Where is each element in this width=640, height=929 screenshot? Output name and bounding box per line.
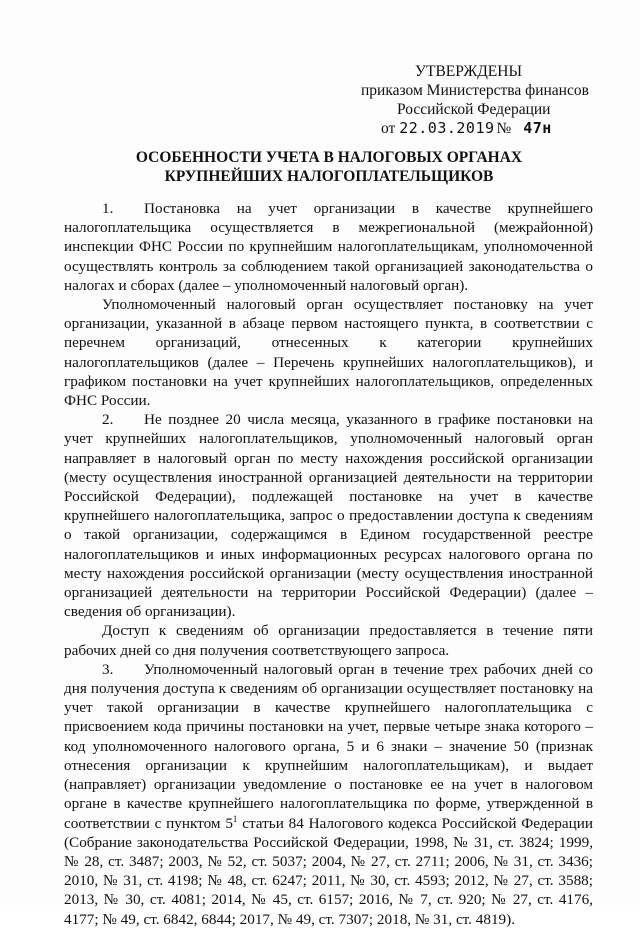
document-body <box>64 199 593 929</box>
title-line-2: КРУПНЕЙШИХ НАЛОГОПЛАТЕЛЬЩИКОВ <box>164 168 494 185</box>
approval-number-sign: № <box>496 120 512 137</box>
paragraph-3-text-b: статьи 84 Налогового кодекса Российской Федерации (Собрание законодательства Российской Федерации, 1998, № 31, ст. 3824; 1999, № 28, ст. 3487; 2003, № 52, ст. 5037; 2004, № 27, ст. 2711; 2006, № 31, ст. 3436; 2010, № 31, ст. 4198; № 48, ст. 6247; 2011, № 30, ст. 4593; 2012, № 27, ст. 3588; 2013, № 30, ст. 4081; 2014, № 45, ст. 6157; 2016, № 7, ст. 920; № 27, ст. 4176, 4177; № 49, ст. 6842, 6844; 2017, № 49, ст. 7307; 2018, № 31, ст. 4819). <box>64 814 594 928</box>
approval-country-line: Российской Федерации <box>397 101 551 118</box>
approval-date: 22.03.2019 <box>399 119 495 137</box>
paragraph-3-superscript: 1 <box>232 813 238 824</box>
paragraph-3-number: 3. <box>102 660 114 678</box>
paragraph-2b: Доступ к сведениям об организации предоставляется в течение пяти рабочих дней со дня получения соответствующего запроса. <box>64 622 593 659</box>
approval-issuer-line: приказом Министерства финансов <box>361 82 589 99</box>
paragraph-1-number: 1. <box>102 200 114 217</box>
paragraph-2-number: 2. <box>102 411 114 429</box>
document-title <box>64 148 594 186</box>
approval-date-line <box>345 119 605 138</box>
title-line-1: ОСОБЕННОСТИ УЧЕТА В НАЛОГОВЫХ ОРГАНАХ <box>135 149 523 166</box>
paragraph-1b: Уполномоченный налоговый орган осуществляет постановку на учет организации, указанной в абзаце первом настоящего пункта, в соответствии с перечнем организаций, отнесенных к категории крупнейших налогоплательщиков (далее – Перечень крупнейших налогоплательщиков), и графиком постановки на учет крупнейших налогоплательщиков, определенных ФНС России. <box>64 296 593 410</box>
paragraph-3 <box>64 660 593 929</box>
paragraph-1 <box>64 199 593 295</box>
paragraph-2 <box>64 410 593 621</box>
paragraph-3-text-a: Уполномоченный налоговый орган в течение трех рабочих дней со дня получения доступа к сведениям об организации осуществляет постановку на учет такой организации в качестве крупнейшего налогоплательщика с присвоением кода причины постановки на учет, первые четыре знака которого – код уполномоченного налогового органа, 5 и 6 знаки – значение 50 (признак отнесения организации к крупнейшим налогоплательщикам), и выдает (направляет) организации уведомление о постановке ее на учет в налоговом органе в качестве крупнейшего налогоплательщика по форме, утвержденной в соответствии с пунктом 5 <box>64 660 593 832</box>
approval-date-prefix: от <box>381 120 396 137</box>
approval-number: 47н <box>523 119 552 137</box>
paragraph-2-text: Не позднее 20 числа месяца, указанного в графике постановки на учет крупнейших налогоплательщиков, уполномоченный налоговый орган направляет в налоговый орган по месту нахождения российской организации (месту осуществления иностранной организацией деятельности на территории Российской Федерации), подлежащей постановке на учет в качестве крупнейшего налогоплательщика, запрос о предоставлении доступа к сведениям о такой организации, содержащимся в Едином государственной реестре налогоплательщиков и иных информационных ресурсах налогового органа по месту нахождения российской организации (месту осуществления иностранной организацией деятельности на территории Российской Федерации) (далее – сведения об организации). <box>64 411 593 621</box>
paragraph-1-text: Постановка на учет организации в качестве крупнейшего налогоплательщика осуществляется в межрегиональной (межрайонной) инспекции ФНС России по крупнейшим налогоплательщикам, уполномоченной осуществлять контроль за соблюдением такой организацией законодательства о налогах и сборах (далее – уполномоченный налоговый орган). <box>64 200 593 294</box>
approval-stamp <box>345 62 605 138</box>
approval-heading: УТВЕРЖДЕНЫ <box>415 63 522 80</box>
